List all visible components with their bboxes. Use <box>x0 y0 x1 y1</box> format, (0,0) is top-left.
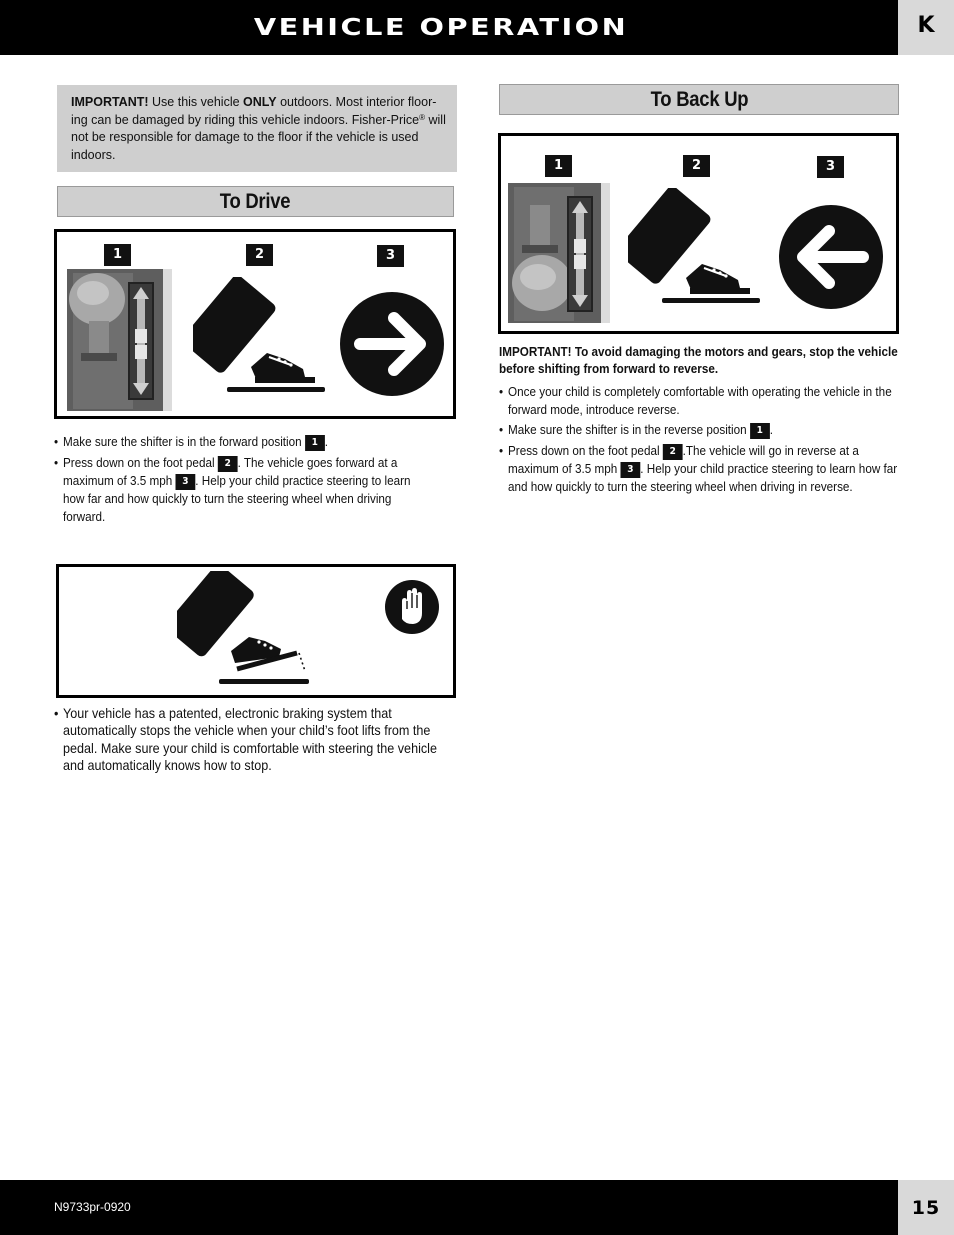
reverse-bullet-pedal-end: . Help your child practice steering to learn how far and how quickly to turn the steering wheel when driving in reverse. <box>508 460 898 494</box>
reverse-bullet-shifter-text: Make sure the shifter is in the reverse position <box>508 421 750 437</box>
reverse-step-1-badge: 1 <box>545 155 572 177</box>
important-text-3: will not be responsible for damage to the floor if the vehicle is used indoors. <box>71 112 446 162</box>
page-header <box>0 0 954 55</box>
foot-lift-icon <box>177 571 317 689</box>
drive-bullet-pedal-end: . Help your child practice steering to learn how far and how quickly to turn the steering wheel when driving forward. <box>63 473 411 524</box>
reverse-inline-badge-2: 2 <box>663 444 683 460</box>
product-code: N9733pr-0920 <box>54 1200 131 1214</box>
reverse-bullet-introduce <box>499 383 899 417</box>
inline-badge-1: 1 <box>305 435 325 451</box>
registered-mark: ® <box>419 112 426 122</box>
page-title: VEHICLE OPERATION <box>253 15 629 41</box>
reverse-bullet-pedal <box>499 442 899 495</box>
reverse-bullet-shifter <box>499 421 899 439</box>
important-text-1: Use this vehicle <box>148 95 244 109</box>
reverse-bullet-introduce-text: Once your child is completely comfortable with operating the vehicle in the forward mode, introduce reverse. <box>508 384 892 417</box>
drive-bullet-pedal-text: Press down on the foot pedal <box>63 455 218 470</box>
important-text-2: outdoors. Most interior floor-ing can be damaged by riding this vehicle indoors. Fisher-Price <box>71 95 437 127</box>
to-drive-heading-text: To Drive <box>220 190 291 213</box>
reverse-step-2-badge: 2 <box>683 155 710 177</box>
drive-step-3-badge: 3 <box>377 245 404 267</box>
to-back-up-heading <box>499 84 899 115</box>
reverse-bullet-pedal-text: Press down on the foot pedal <box>508 442 663 458</box>
reverse-important-warning: IMPORTANT! To avoid damaging the motors and gears, stop the vehicle before shifting from forward to reverse. <box>499 344 898 377</box>
reverse-bullet-shifter-end: . <box>769 421 773 437</box>
to-back-up-heading-text: To Back Up <box>650 88 748 111</box>
important-emphasis: ONLY <box>243 95 277 109</box>
inline-badge-3: 3 <box>176 474 196 490</box>
reverse-bullet-pedal-middle: .The vehicle will go in reverse at a maximum of 3.5 mph <box>508 442 859 476</box>
foot-pedal-icon <box>193 277 328 397</box>
drive-bullet-pedal <box>54 454 432 525</box>
drive-bullet-pedal-middle: . The vehicle goes forward at a maximum of 3.5 mph <box>63 455 398 488</box>
drive-step-2-badge: 2 <box>246 244 273 266</box>
reverse-inline-badge-3: 3 <box>621 462 641 478</box>
forward-arrow-icon <box>338 290 446 398</box>
reverse-step-3-badge: 3 <box>817 156 844 178</box>
drive-bullet-shifter-end: . <box>324 434 328 449</box>
page-footer <box>0 1180 954 1235</box>
section-tab: K <box>898 0 954 55</box>
drive-bullet-shifter-text: Make sure the shifter is in the forward position <box>63 434 305 449</box>
inline-badge-2: 2 <box>218 456 238 472</box>
foot-pedal-reverse-icon <box>628 188 763 308</box>
important-note <box>57 85 457 172</box>
shifter-reverse-icon <box>508 183 610 323</box>
braking-instructions <box>54 705 500 777</box>
drive-bullet-shifter <box>54 433 432 451</box>
reverse-illustration-panel <box>498 133 899 334</box>
stop-hand-icon <box>384 579 440 635</box>
drive-illustration-panel <box>54 229 456 419</box>
reverse-instructions <box>499 343 943 498</box>
braking-bullet: • Your vehicle has a patented, electronic braking system that automatically stops the vehicle when your child’s foot lifts from the pedal. Make sure your child is comfortable with steering the vehicle and automatically knows how to stop. <box>54 705 455 774</box>
important-label: IMPORTANT! <box>71 95 149 109</box>
page-number: 15 <box>898 1180 954 1235</box>
reverse-inline-badge-1: 1 <box>750 423 770 439</box>
drive-step-1-badge: 1 <box>104 244 131 266</box>
to-drive-heading <box>57 186 454 217</box>
braking-illustration-panel <box>56 564 456 698</box>
reverse-arrow-icon <box>777 203 885 311</box>
shifter-forward-icon <box>67 269 172 411</box>
drive-instructions <box>54 433 474 528</box>
